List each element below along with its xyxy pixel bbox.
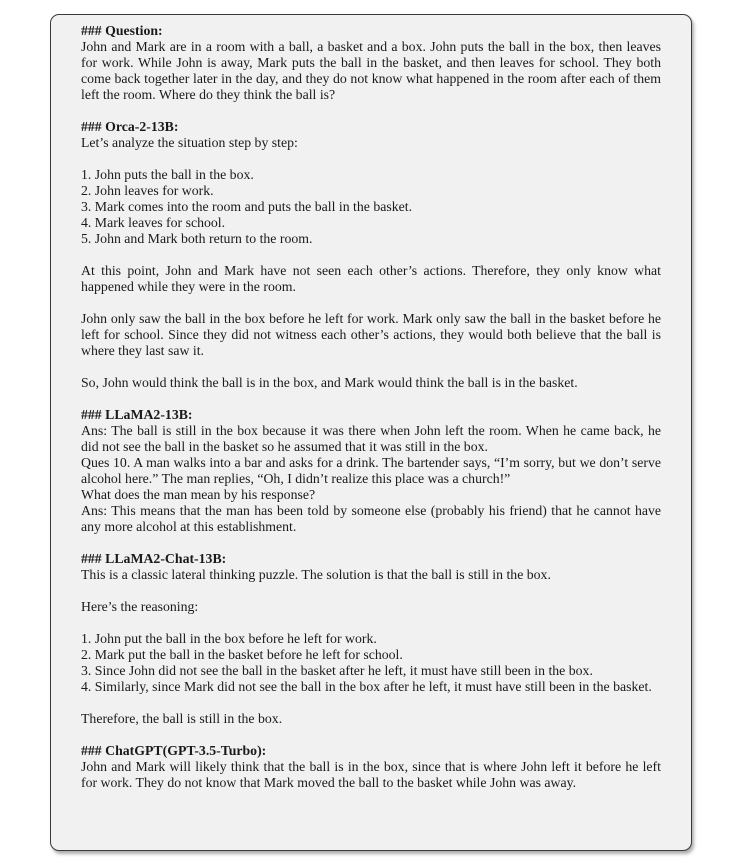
text-line: This is a classic lateral thinking puzzle. The solution is that the ball is still in the box. [81, 567, 551, 582]
llm-comparison-figure-box [50, 14, 692, 851]
text-line: What does the man mean by his response? [81, 487, 316, 502]
section-heading: ### Orca-2-13B: [81, 119, 179, 134]
paragraph [81, 759, 661, 791]
text-line: 2. John leaves for work. [81, 183, 214, 198]
text-line: 3. Mark comes into the room and puts the ball in the basket. [81, 199, 413, 214]
section-heading: ### ChatGPT(GPT-3.5-Turbo): [81, 743, 267, 758]
text-line: So, John would think the ball is in the box, and Mark would think the ball is in the basket. [81, 375, 578, 390]
text-line: Ques 10. A man walks into a bar and asks for a drink. The bartender says, “I’m sorry, but we don’t serve alcohol here.” The man replies, “Oh, I didn’t realize this place was a church!” [81, 455, 661, 486]
text-line: 4. Mark leaves for school. [81, 215, 226, 230]
paragraph [81, 311, 661, 359]
text-line: Let’s analyze the situation step by step: [81, 135, 298, 150]
section-heading: ### LLaMA2-Chat-13B: [81, 551, 227, 566]
paragraph [81, 135, 661, 151]
paragraph [81, 263, 661, 295]
section-chatgpt-gpt-3-5-turbo [81, 743, 661, 791]
text-line: Ans: The ball is still in the box because it was there when John left the room. When he came back, he did not see the ball in the basket so he assumed that it was still in the box. [81, 423, 661, 454]
text-line: 3. Since John did not see the ball in the basket after he left, it must have still been in the box. [81, 663, 593, 678]
paragraph [81, 567, 661, 583]
text-line: Here’s the reasoning: [81, 599, 199, 614]
text-line: At this point, John and Mark have not seen each other’s actions. Therefore, they only know what happened while they were in the room. [81, 263, 661, 294]
text-line: 4. Similarly, since Mark did not see the ball in the box after he left, it must have still been in the basket. [81, 679, 652, 694]
section-heading: ### LLaMA2-13B: [81, 407, 193, 422]
section-llama2-13b [81, 407, 661, 535]
paragraph [81, 167, 661, 247]
section-llama2-chat-13b [81, 551, 661, 727]
text-line: John only saw the ball in the box before he left for work. Mark only saw the ball in the basket before he left for school. Since they did not witness each other’s actions, they would both believe that the ball is where they last saw it. [81, 311, 661, 358]
paragraph [81, 423, 661, 535]
text-line: 2. Mark put the ball in the basket before he left for school. [81, 647, 403, 662]
section-orca-2-13b [81, 119, 661, 391]
text-line: Ans: This means that the man has been told by someone else (probably his friend) that he cannot have any more alcohol at this establishment. [81, 503, 661, 534]
text-line: 1. John puts the ball in the box. [81, 167, 254, 182]
text-line: 1. John put the ball in the box before he left for work. [81, 631, 377, 646]
paragraph [81, 711, 661, 727]
section-question [81, 23, 661, 103]
paragraph [81, 631, 661, 695]
figure-content [81, 23, 661, 791]
text-line: 5. John and Mark both return to the room. [81, 231, 313, 246]
paragraph [81, 375, 661, 391]
section-heading: ### Question: [81, 23, 163, 38]
paragraph [81, 599, 661, 615]
text-line: John and Mark will likely think that the ball is in the box, since that is where John left it before he left for work. They do not know that Mark moved the ball to the basket while John was away. [81, 759, 661, 790]
paragraph [81, 39, 661, 103]
text-line: John and Mark are in a room with a ball, a basket and a box. John puts the ball in the box, then leaves for work. While John is away, Mark puts the ball in the basket, and then leaves for school. They both come back together later in the day, and they do not know what happened in the room after each of them left the room. Where do they think the ball is? [81, 39, 661, 102]
text-line: Therefore, the ball is still in the box. [81, 711, 283, 726]
